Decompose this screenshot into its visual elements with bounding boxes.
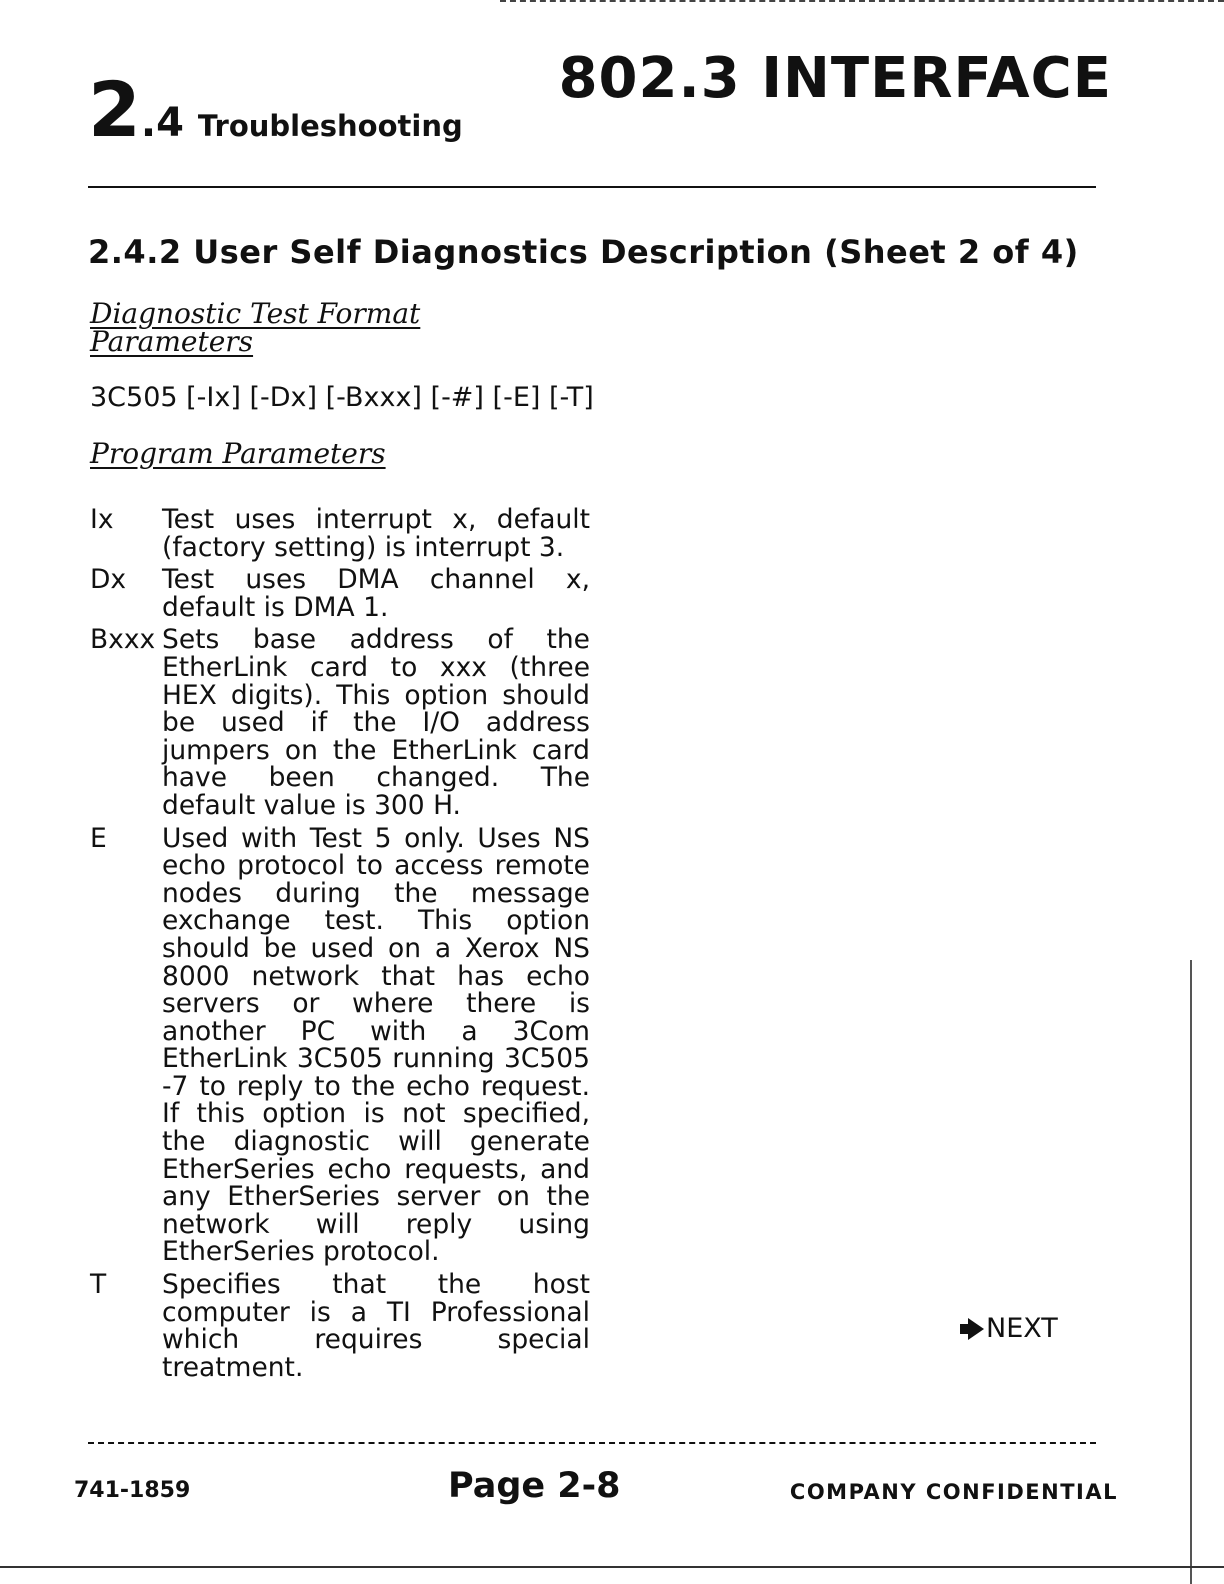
param-item [90, 566, 590, 621]
param-description: Test uses interrupt x, default (factory setting) is interrupt 3. [162, 504, 590, 563]
param-item [90, 1271, 590, 1381]
section-name: Troubleshooting [197, 109, 463, 143]
param-description: Sets base address of the EtherLink card to xxx (three HEX digits). This option should be used if the I/O address jumpers on the EtherLink card have been changed. The default value is 300 H. [162, 624, 590, 821]
parameter-list [90, 506, 590, 1386]
arrow-right-icon [968, 1318, 984, 1340]
program-parameters-heading: Program Parameters [90, 437, 386, 470]
section-title: 2.4.2 User Self Diagnostics Description (Sheet 2 of 4) [88, 233, 1079, 271]
param-item [90, 626, 590, 819]
format-heading-line2: Parameters [90, 325, 254, 358]
header-divider [88, 186, 1096, 188]
param-description: Test uses DMA channel x, default is DMA 1. [162, 564, 590, 623]
page-number: Page 2-8 [448, 1466, 621, 1506]
param-name: Ix [90, 504, 114, 535]
next-link[interactable] [968, 1313, 1058, 1344]
chapter-heading [88, 65, 463, 154]
scan-edge-top [500, 0, 1224, 2]
scan-edge-right [1190, 960, 1192, 1584]
param-name: Bxxx [90, 624, 156, 656]
param-description: Specifies that the host computer is a TI Professional which requires special treatment. [162, 1269, 590, 1383]
chapter-number: 2 [88, 65, 141, 154]
param-item [90, 506, 590, 561]
format-heading-line1: Diagnostic Test Format [90, 297, 421, 330]
confidentiality-notice: COMPANY CONFIDENTIAL [789, 1480, 1118, 1504]
usage-syntax: 3C505 [-Ix] [-Dx] [-Bxxx] [-#] [-E] [-T] [90, 382, 594, 413]
param-description: Used with Test 5 only. Uses NS echo protocol to access remote nodes during the message exchange test. This option should be used on a Xerox NS 8000 network that has echo servers or where there is another PC with a 3Com EtherLink 3C505 running 3C505 -7 to reply to the echo request. If this option is not specified, the diagnostic will generate EtherSeries echo requests, and any EtherSeries server on the network will reply using EtherSeries protocol. [162, 822, 590, 1268]
section-number: .4 [140, 100, 184, 146]
next-label: NEXT [986, 1313, 1058, 1344]
page-title: 802.3 INTERFACE [558, 46, 1112, 111]
document-number: 741-1859 [74, 1478, 191, 1503]
format-heading [90, 297, 421, 358]
footer-divider [88, 1442, 1096, 1444]
scan-edge-bottom [0, 1566, 1224, 1568]
param-name: T [90, 1269, 107, 1301]
param-name: E [90, 822, 107, 854]
param-name: Dx [90, 564, 127, 596]
param-item [90, 822, 590, 1268]
